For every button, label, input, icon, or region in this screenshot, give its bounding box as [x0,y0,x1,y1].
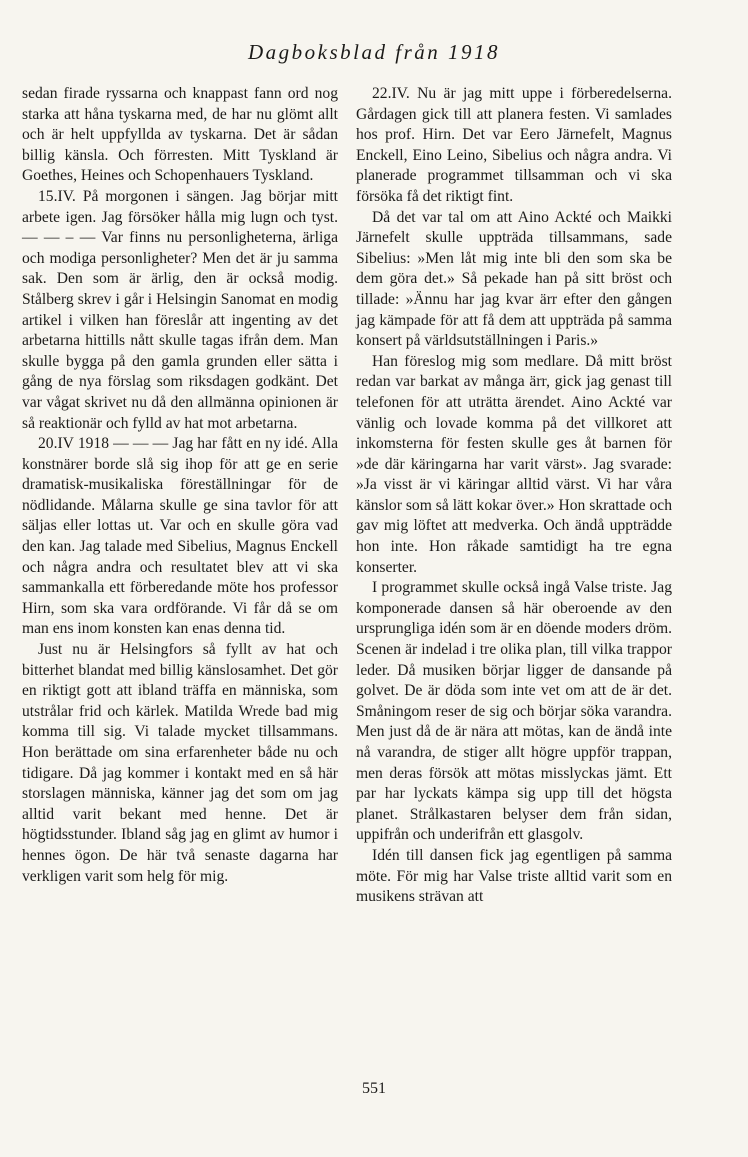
right-column [356,84,672,908]
page-number: 551 [362,1080,386,1097]
paragraph: 15.IV. På morgonen i sängen. Jag börjar mitt arbete igen. Jag försöker hålla mig lugn och tyst. — — – — Var finns nu personligheterna, ärliga och modiga personligheter? Men det är ju samma sak. Den som är ärlig, den är också modig. Stålberg skrev i går i Helsingin Sanomat en modig artikel i vilken han föreslår att ingenting av det arbetarna hittills nått skulle tagas ifrån dem. Man skulle bygga på den gamla grunden eller sätta i gång de nya förslag som riksdagen godkänt. Det var vågat skrivet nu då den allmänna opinionen är så reaktionär och fylld av hat mot arbetarna. [22,187,338,432]
paragraph: I programmet skulle också ingå Valse triste. Jag komponerade dansen så här oberoende av den ursprungliga idén som är en döende moders dröm. Scenen är indelad i tre olika plan, till vilka trappor leder. Då musiken börjar ligger de dansande på golvet. De är döda som inte vet om att de är det. Småningom reser de sig och börjar söka varandra. Men just då de är nära att mötas, kan de ändå inte nå varandra, de stiger allt högre uppför trappan, men deras försök att mötas misslyckas jämt. Ett par har lyckats kämpa sig upp till det högsta planet. Strålkastaren belyser dem från sidan, uppifrån och underifrån ett glasgolv. [356,579,672,844]
paragraph: sedan firade ryssarna och knappast fann ord nog starka att håna tyskarna med, de har nu glömt allt och är helt uppfyllda av tyskarna. Det är sådan billig känsla. Och förresten. Mitt Tyskland är Goethes, Heines och Schopenhauers Tyskland. [22,85,338,185]
paragraph: 20.IV 1918 — — — Jag har fått en ny idé. Alla konstnärer borde slå sig ihop för att ge en serie dramatisk-musikaliska föreställningar för de nödlidande. Målarna skulle ge sina tavlor för att säljas eller lottas ut. Var och en skulle göra vad den kan. Jag talade med Sibelius, Magnus Enckell och några andra och resultatet blev att vi ska sammankalla ett förberedande möte hos professor Hirn, som ska vara ordförande. Vi får då se om man ens inom konsten kan enas denna tid. [22,435,338,638]
paragraph: 22.IV. Nu är jag mitt uppe i förberedelserna. Gårdagen gick till att planera festen. Vi samlades hos prof. Hirn. Det var Eero Järnefelt, Magnus Enckell, Eino Leino, Sibelius och några andra. Vi planerade programmet tillsamman och vi ska försöka få det riktigt fint. [356,85,672,205]
paragraph: Han föreslog mig som medlare. Då mitt bröst redan var barkat av många ärr, gick jag genast till telefonen för att uträtta ärendet. Aino Ackté var vänlig och lovade komma på det villkoret att inkomsterna för festen skulle ges åt barnen för »de där käringarna har varit värst». Jag svarade: »Ja visst är vi käringar alltid värst. Vi har våra känslor som så lätt kokar över.» Hon skrattade och gav mig löftet att medverka. Och ändå uppträdde hon inte. Hon råkade samtidigt ha tre egna konserter. [356,352,672,576]
paragraph: Då det var tal om att Aino Ackté och Maikki Järnefelt skulle uppträda tillsammans, sade Sibelius: »Men låt mig inte bli den som ska be dem göra det.» Så pekade han på sitt bröst och tillade: »Ännu har jag kvar ärr efter den gången jag kämpade för att få dem att uppträda på samma konsert på världsutställningen i Paris.» [356,208,672,350]
running-title: Dagboksblad från 1918 [248,40,500,64]
paragraph: Just nu är Helsingfors så fyllt av hat och bitterhet blandat med billig känslosamhet. Det gör en riktigt gott att ibland träffa en människa, som utstrålar frid och kärlek. Matilda Wrede bad mig komma till sig. Vi talade mycket tillsammans. Hon berättade om sina erfarenheter både nu och tidigare. Då jag kommer i kontakt med en så här storslagen människa, känner jag det som om jag alltid varit bekant med henne. Det är högtidsstunder. Ibland såg jag en glimt av humor i hennes ögon. De här två senaste dagarna har verkligen varit som helg för mig. [22,641,338,885]
paragraph: Idén till dansen fick jag egentligen på samma möte. För mig har Valse triste alltid varit som en musikens strävan att [356,846,672,906]
left-column [22,84,338,887]
